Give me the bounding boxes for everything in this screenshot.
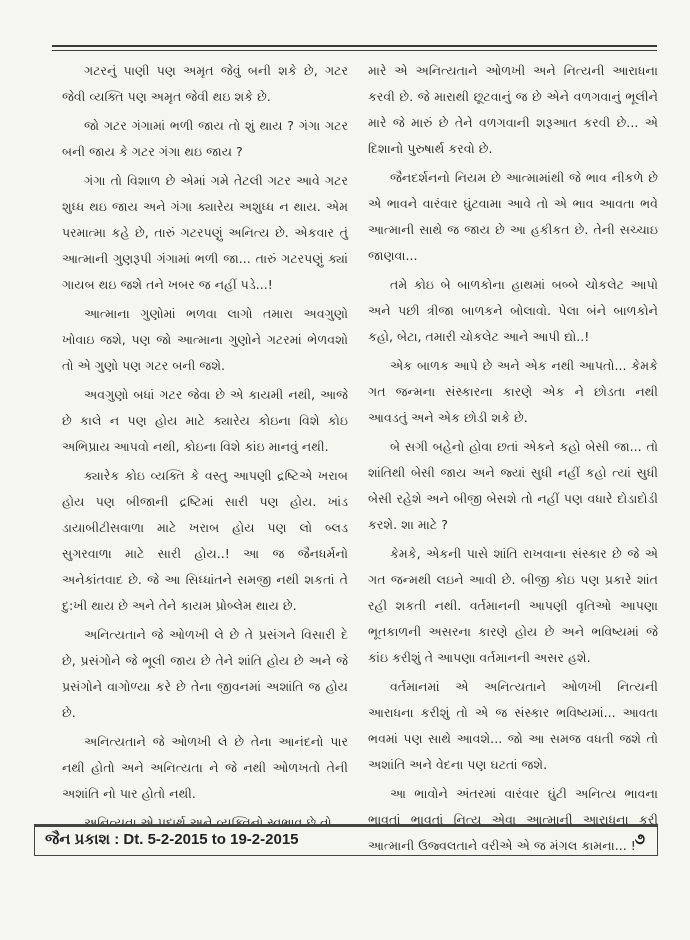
right-column	[368, 58, 658, 862]
paragraph: અનિત્યતાને જે ઓળખી લે છે તેના આનંદનો પાર નથી હોતો અને અનિત્યતા ને જે નથી ઓળખતો તેની અશાંતિ નો પાર હોતો નથી.	[62, 734, 348, 801]
publication-label: જૈન પ્રકાશ : Dt. 5-2-2015 to 19-2-2015	[45, 831, 299, 848]
paragraph: ગંગા તો વિશાળ છે એમાં ગમે તેટલી ગટર આવે ગટર શુધ્ધ થઇ જાય અને ગંગા ક્યારેય અશુધ્ધ ન થાય. એમ પરમાત્મા કહે છે, તારું ગટરપણું અનિત્ય છે. એકવાર તું આત્માની ગુણરૂપી ગંગામાં ભળી જા... તારું ગટરપણું ક્યાં ગાયબ થઇ જશે તને ખબર જ નહીં પડે...!	[62, 173, 348, 292]
paragraph: મારે એ અનિત્યતાને ઓળખી અને નિત્યની આરાધના કરવી છે. જે મારાથી છૂટવાનું જ છે એને વળગવાનું ભૂલીને મારે જે મારું છે તેને વળગવાની શરૂઆત કરવી છે... એ દિશાનો પુરુષાર્થ કરવો છે.	[368, 63, 658, 156]
paragraph: એક બાળક આપે છે અને એક નથી આપતો... કેમકે ગત જન્મના સંસ્કારના કારણે એક ને છોડતા નથી આવડતું અને એક છોડી શકે છે.	[368, 358, 658, 425]
paragraph: અવગુણો બધાં ગટર જેવા છે એ કાયમી નથી, આજે છે કાલે ન પણ હોય માટે ક્યારેય કોઇના વિશે કોઇ અભિપ્રાય આપવો નથી, કોઇના વિશે કાંઇ માનવું નથી.	[62, 387, 348, 454]
paragraph: જો ગટર ગંગામાં ભળી જાય તો શું થાય ? ગંગા ગટર બની જાય કે ગટર ગંગા થઇ જાય ?	[62, 118, 348, 159]
page-number: ૭	[634, 831, 645, 848]
paragraph: આ ભાવોને અંતરમાં વારંવાર ઘુંટી અનિત્ય ભાવના ભાવતાં ભાવતાં નિત્ય એવા આત્માની આરાધના કરી આત્માની ઉજ્વલતાને વરીએ એ જ મંગલ કામના... !	[368, 786, 658, 853]
page-footer	[34, 824, 658, 856]
paragraph: વર્તમાનમાં એ અનિત્યતાને ઓળખી નિત્યની આરાધના કરીશું તો એ જ સંસ્કાર ભવિષ્યમાં... આવતા ભવમાં પણ સાથે આવશે... જો આ સમજ વધતી જશે તો અશાંતિ અને વેદના પણ ઘટતાં જશે.	[368, 679, 658, 772]
paragraph: ગટરનું પાણી પણ અમૃત જેવું બની શકે છે, ગટર જેવી વ્યક્તિ પણ અમૃત જેવી થઇ શકે છે.	[62, 63, 348, 104]
paragraph: અનિત્યતા એ પદાર્થ અને વ્યક્તિનો સ્વભાવ છે તો	[84, 815, 332, 830]
paragraph: આત્માના ગુણોમાં ભળવા લાગો તમારા અવગુણો ખોવાઇ જશે, પણ જો આત્માના ગુણોને ગટરમાં ભેળવશો તો એ ગુણો પણ ગટર બની જશે.	[62, 306, 348, 373]
paragraph: અનિત્યતાને જે ઓળખી લે છે તે પ્રસંગને વિસારી દે છે, પ્રસંગોને જે ભૂલી જાય છે તેને શાંતિ હોય છે અને જે પ્રસંગોને વાગોળ્યા કરે છે તેના જીવનમાં અશાંતિ જ હોય છે.	[62, 627, 348, 720]
paragraph: ક્યારેક કોઇ વ્યક્તિ કે વસ્તુ આપણી દ્રષ્ટિએ ખરાબ હોય પણ બીજાની દ્રષ્ટિમાં સારી પણ હોય. ખાંડ ડાયાબીટીસવાળા માટે ખરાબ હોય પણ લો બ્લડ સુગરવાળા માટે સારી હોય..! આ જ જૈનધર્મનો અનેકાંતવાદ છે. જે આ સિધ્ધાંતને સમજી નથી શકતાં તે દુ:ખી થાય છે અને તેને કાયમ પ્રોબ્લેમ થાય છે.	[62, 468, 348, 613]
paragraph: જૈનદર્શનનો નિયમ છે આત્મામાંથી જે ભાવ નીકળે છે એ ભાવને વારંવાર ઘુંટવામા આવે તો એ ભાવ આવતા ભવે આત્માની સાથે જ જાય છે આ હકીકત છે. તેની સચ્ચાઇ જાણવા...	[368, 170, 658, 263]
header-rule	[52, 45, 657, 47]
header-rule-thin	[52, 50, 657, 51]
paragraph: તમે કોઇ બે બાળકોના હાથમાં બબ્બે ચોકલેટ આપો અને પછી ત્રીજા બાળકને બોલાવો. પેલા બંને બાળકોને કહો, બેટા, તમારી ચોકલેટ આને આપી દ્યો..!	[368, 277, 658, 344]
paragraph: કેમકે, એકની પાસે શાંતિ રાખવાના સંસ્કાર છે જે એ ગત જન્મથી લઇને આવી છે. બીજી કોઇ પણ પ્રકારે શાંત રહી શકતી નથી. વર્તમાનની આપણી વૃતિઓ આપણા ભૂતકાળની અસરના કારણે હોય છે અને ભવિષ્યમાં જે કાંઇ કરીશું તે આપણા વર્તમાનની અસર હશે.	[368, 546, 658, 665]
paragraph: બે સગી બહેનો હોવા છતાં એકને કહો બેસી જા... તો શાંતિથી બેસી જાય અને જ્યાં સુધી નહીં કહો ત્યાં સુધી બેસી રહેશે અને બીજી બેસશે તો નહીં પણ વધારે દોડાદોડી કરશે. શા માટે ?	[368, 439, 658, 532]
left-column	[62, 58, 348, 839]
